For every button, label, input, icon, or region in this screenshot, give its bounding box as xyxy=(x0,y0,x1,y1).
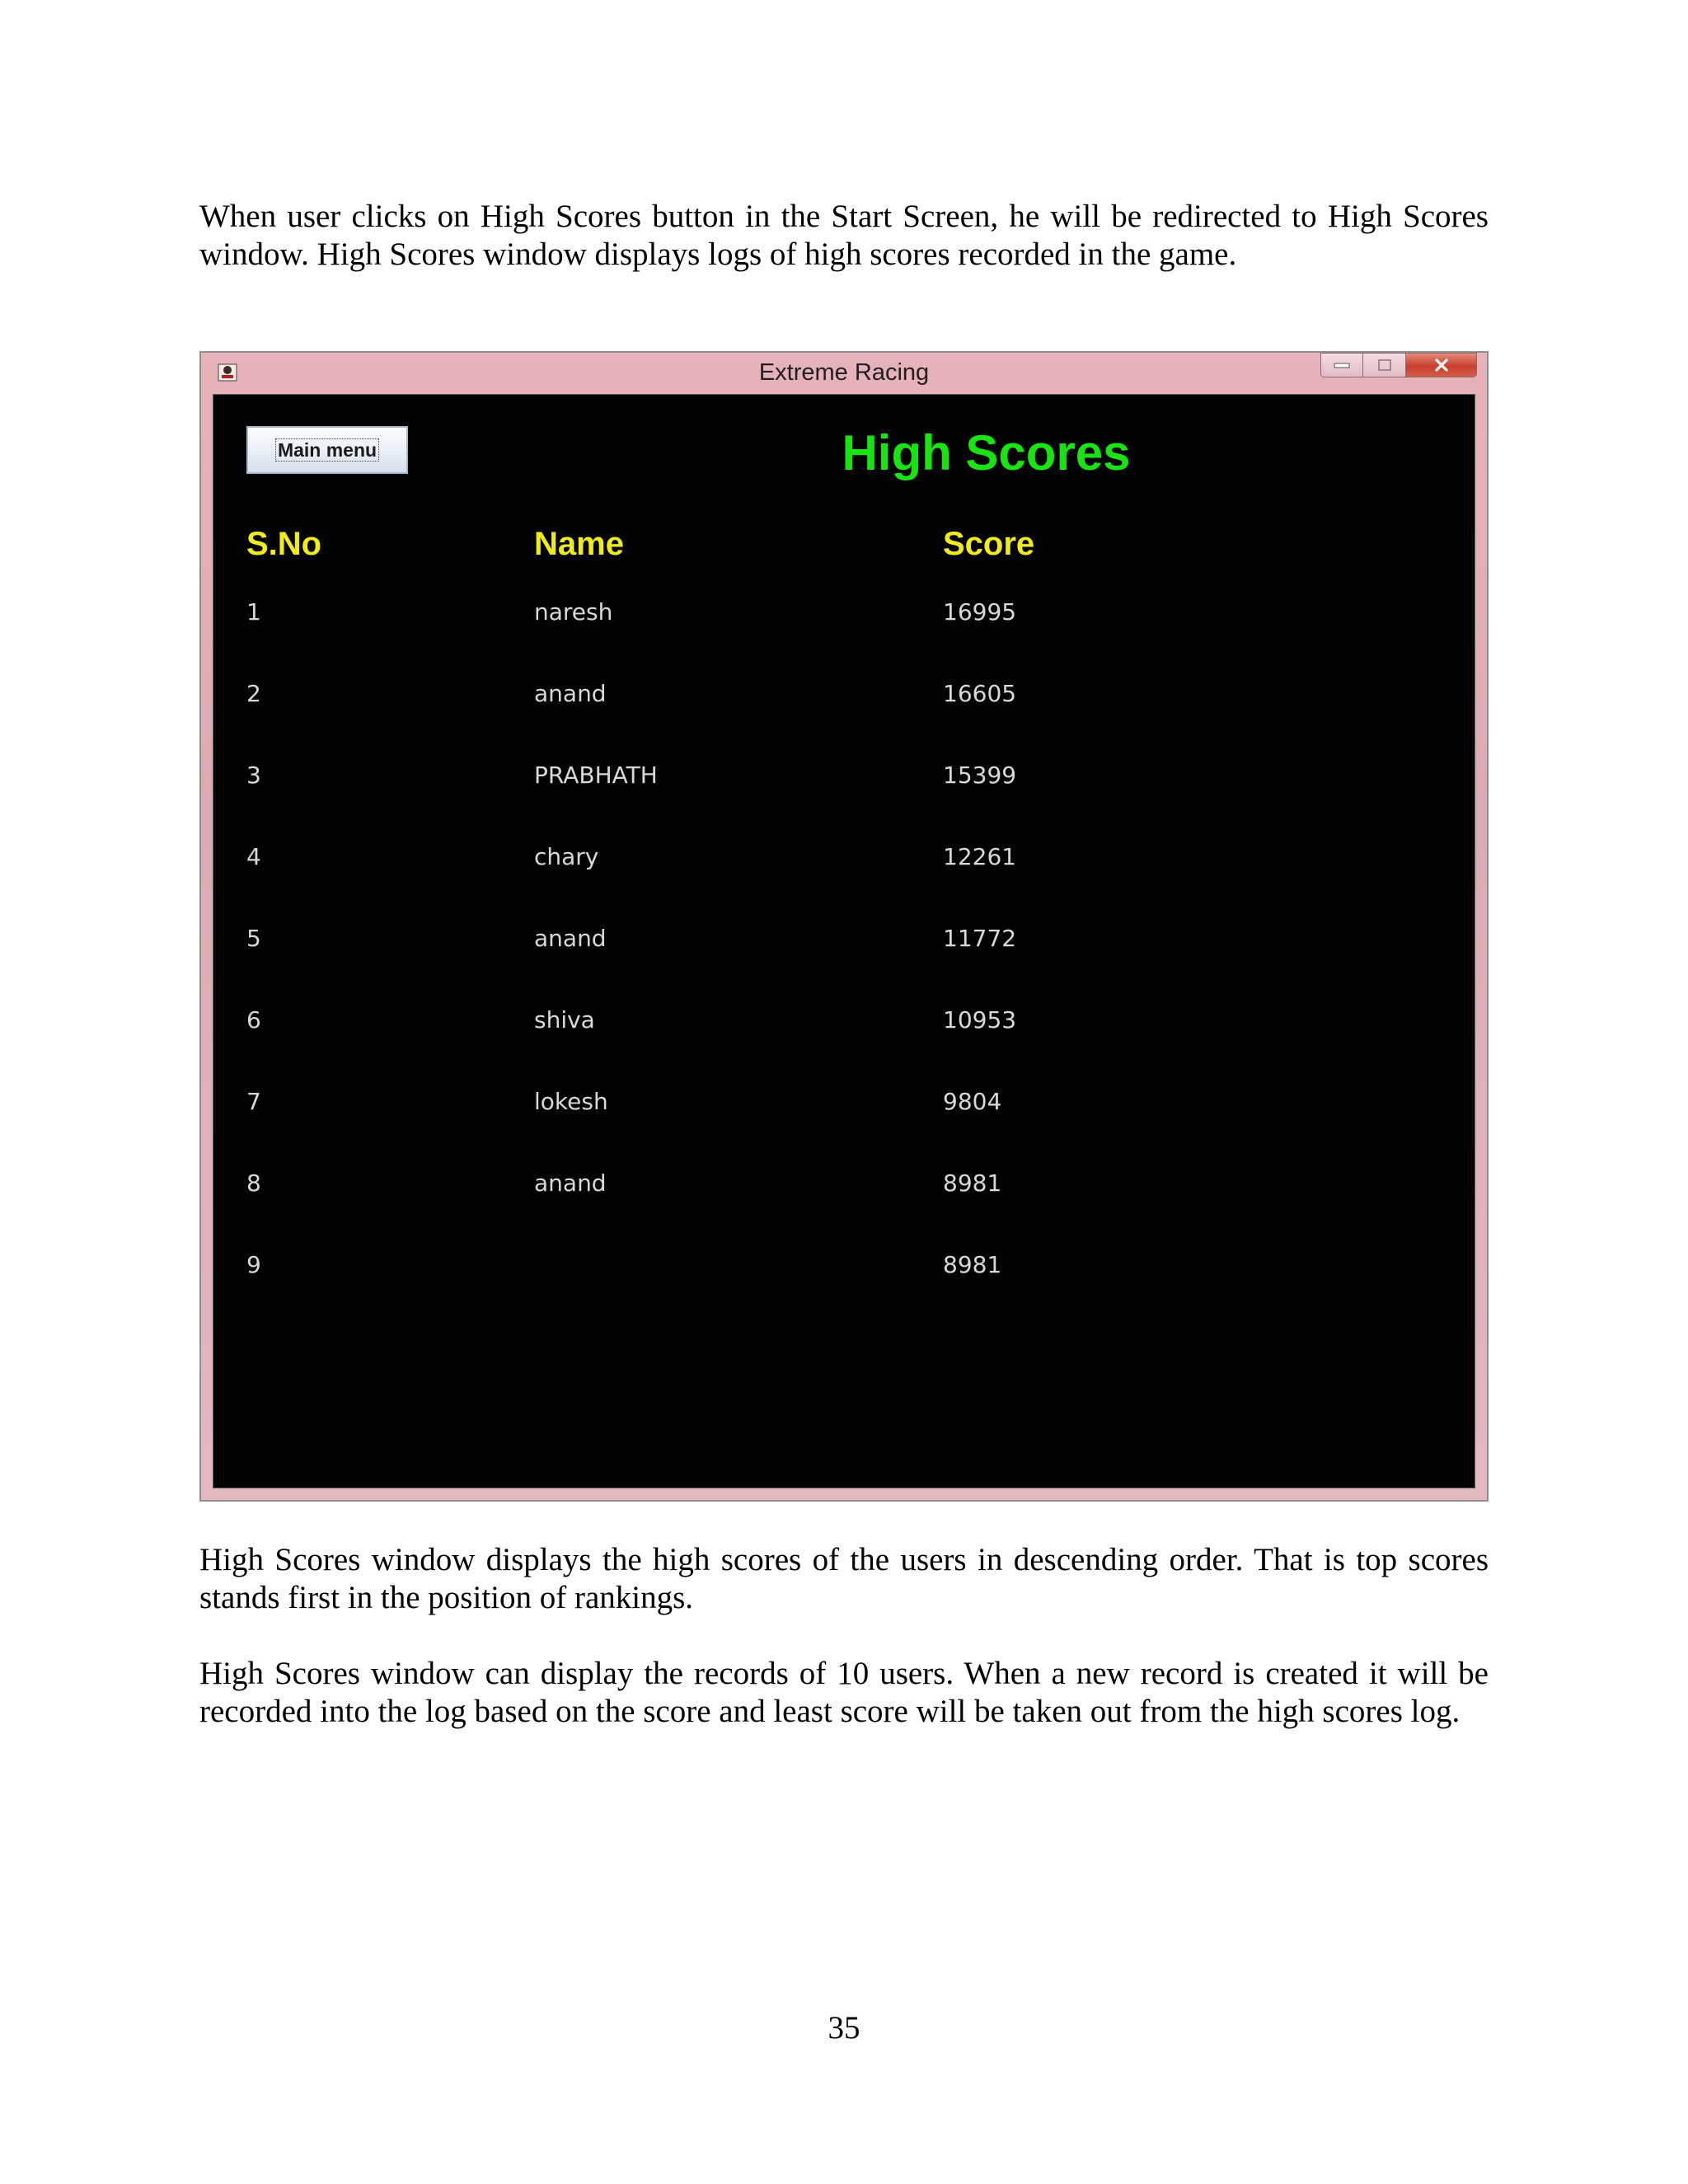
row-sno: 1 xyxy=(246,598,261,626)
score-row xyxy=(213,922,1475,955)
row-name: anand xyxy=(534,925,607,952)
row-name: lokesh xyxy=(534,1088,608,1115)
score-row xyxy=(213,1167,1475,1200)
window-controls xyxy=(1320,353,1477,379)
row-sno: 5 xyxy=(246,925,261,952)
maximize-button[interactable] xyxy=(1363,353,1406,377)
close-icon xyxy=(1432,358,1451,373)
intro-paragraph: When user clicks on High Scores button in the Start Screen, he will be redirected to High Scores window. High Scores window displays logs of high scores recorded in the game. xyxy=(199,199,1489,272)
row-sno: 4 xyxy=(246,843,261,870)
row-name: PRABHATH xyxy=(534,762,658,789)
row-sno: 8 xyxy=(246,1169,261,1197)
row-score: 12261 xyxy=(943,843,1017,870)
window-titlebar[interactable] xyxy=(201,353,1487,394)
row-name: naresh xyxy=(534,598,613,626)
score-row xyxy=(213,1085,1475,1118)
score-row xyxy=(213,677,1475,710)
maximize-icon xyxy=(1376,358,1393,373)
row-score: 10953 xyxy=(943,1006,1017,1033)
row-sno: 2 xyxy=(246,680,261,707)
high-scores-heading: High Scores xyxy=(842,425,1131,480)
minimize-icon xyxy=(1333,360,1351,370)
row-score: 15399 xyxy=(943,762,1017,789)
row-score: 8981 xyxy=(943,1251,1002,1278)
score-row xyxy=(213,759,1475,792)
main-menu-label: Main menu xyxy=(275,438,379,462)
close-button[interactable] xyxy=(1406,353,1477,377)
row-name: chary xyxy=(534,843,599,870)
row-score: 9804 xyxy=(943,1088,1002,1115)
row-score: 16995 xyxy=(943,598,1017,626)
high-scores-panel xyxy=(213,394,1475,1488)
column-header-score: Score xyxy=(943,526,1035,562)
row-name: anand xyxy=(534,1169,607,1197)
score-row xyxy=(213,841,1475,874)
extreme-racing-window xyxy=(199,351,1489,1502)
row-score: 16605 xyxy=(943,680,1017,707)
row-sno: 9 xyxy=(246,1251,261,1278)
column-header-name: Name xyxy=(534,526,624,562)
score-row xyxy=(213,1004,1475,1037)
column-header-sno: S.No xyxy=(246,526,322,562)
page-number: 35 xyxy=(828,2010,860,2046)
row-sno: 6 xyxy=(246,1006,261,1033)
score-row xyxy=(213,1249,1475,1282)
row-score: 11772 xyxy=(943,925,1017,952)
row-name: anand xyxy=(534,680,607,707)
row-sno: 7 xyxy=(246,1088,261,1115)
row-name: shiva xyxy=(534,1006,595,1033)
minimize-button[interactable] xyxy=(1320,353,1363,377)
window-title: Extreme Racing xyxy=(758,359,930,386)
descending-order-paragraph: High Scores window displays the high scores of the users in descending order. That is top scores stands first in the position of rankings. xyxy=(199,1542,1489,1615)
record-capacity-paragraph: High Scores window can display the records of 10 users. When a new record is created it will be recorded into the log based on the score and least score will be taken out from the high scores log. xyxy=(199,1656,1489,1729)
score-row xyxy=(213,596,1475,629)
row-score: 8981 xyxy=(943,1169,1002,1197)
row-sno: 3 xyxy=(246,762,261,789)
